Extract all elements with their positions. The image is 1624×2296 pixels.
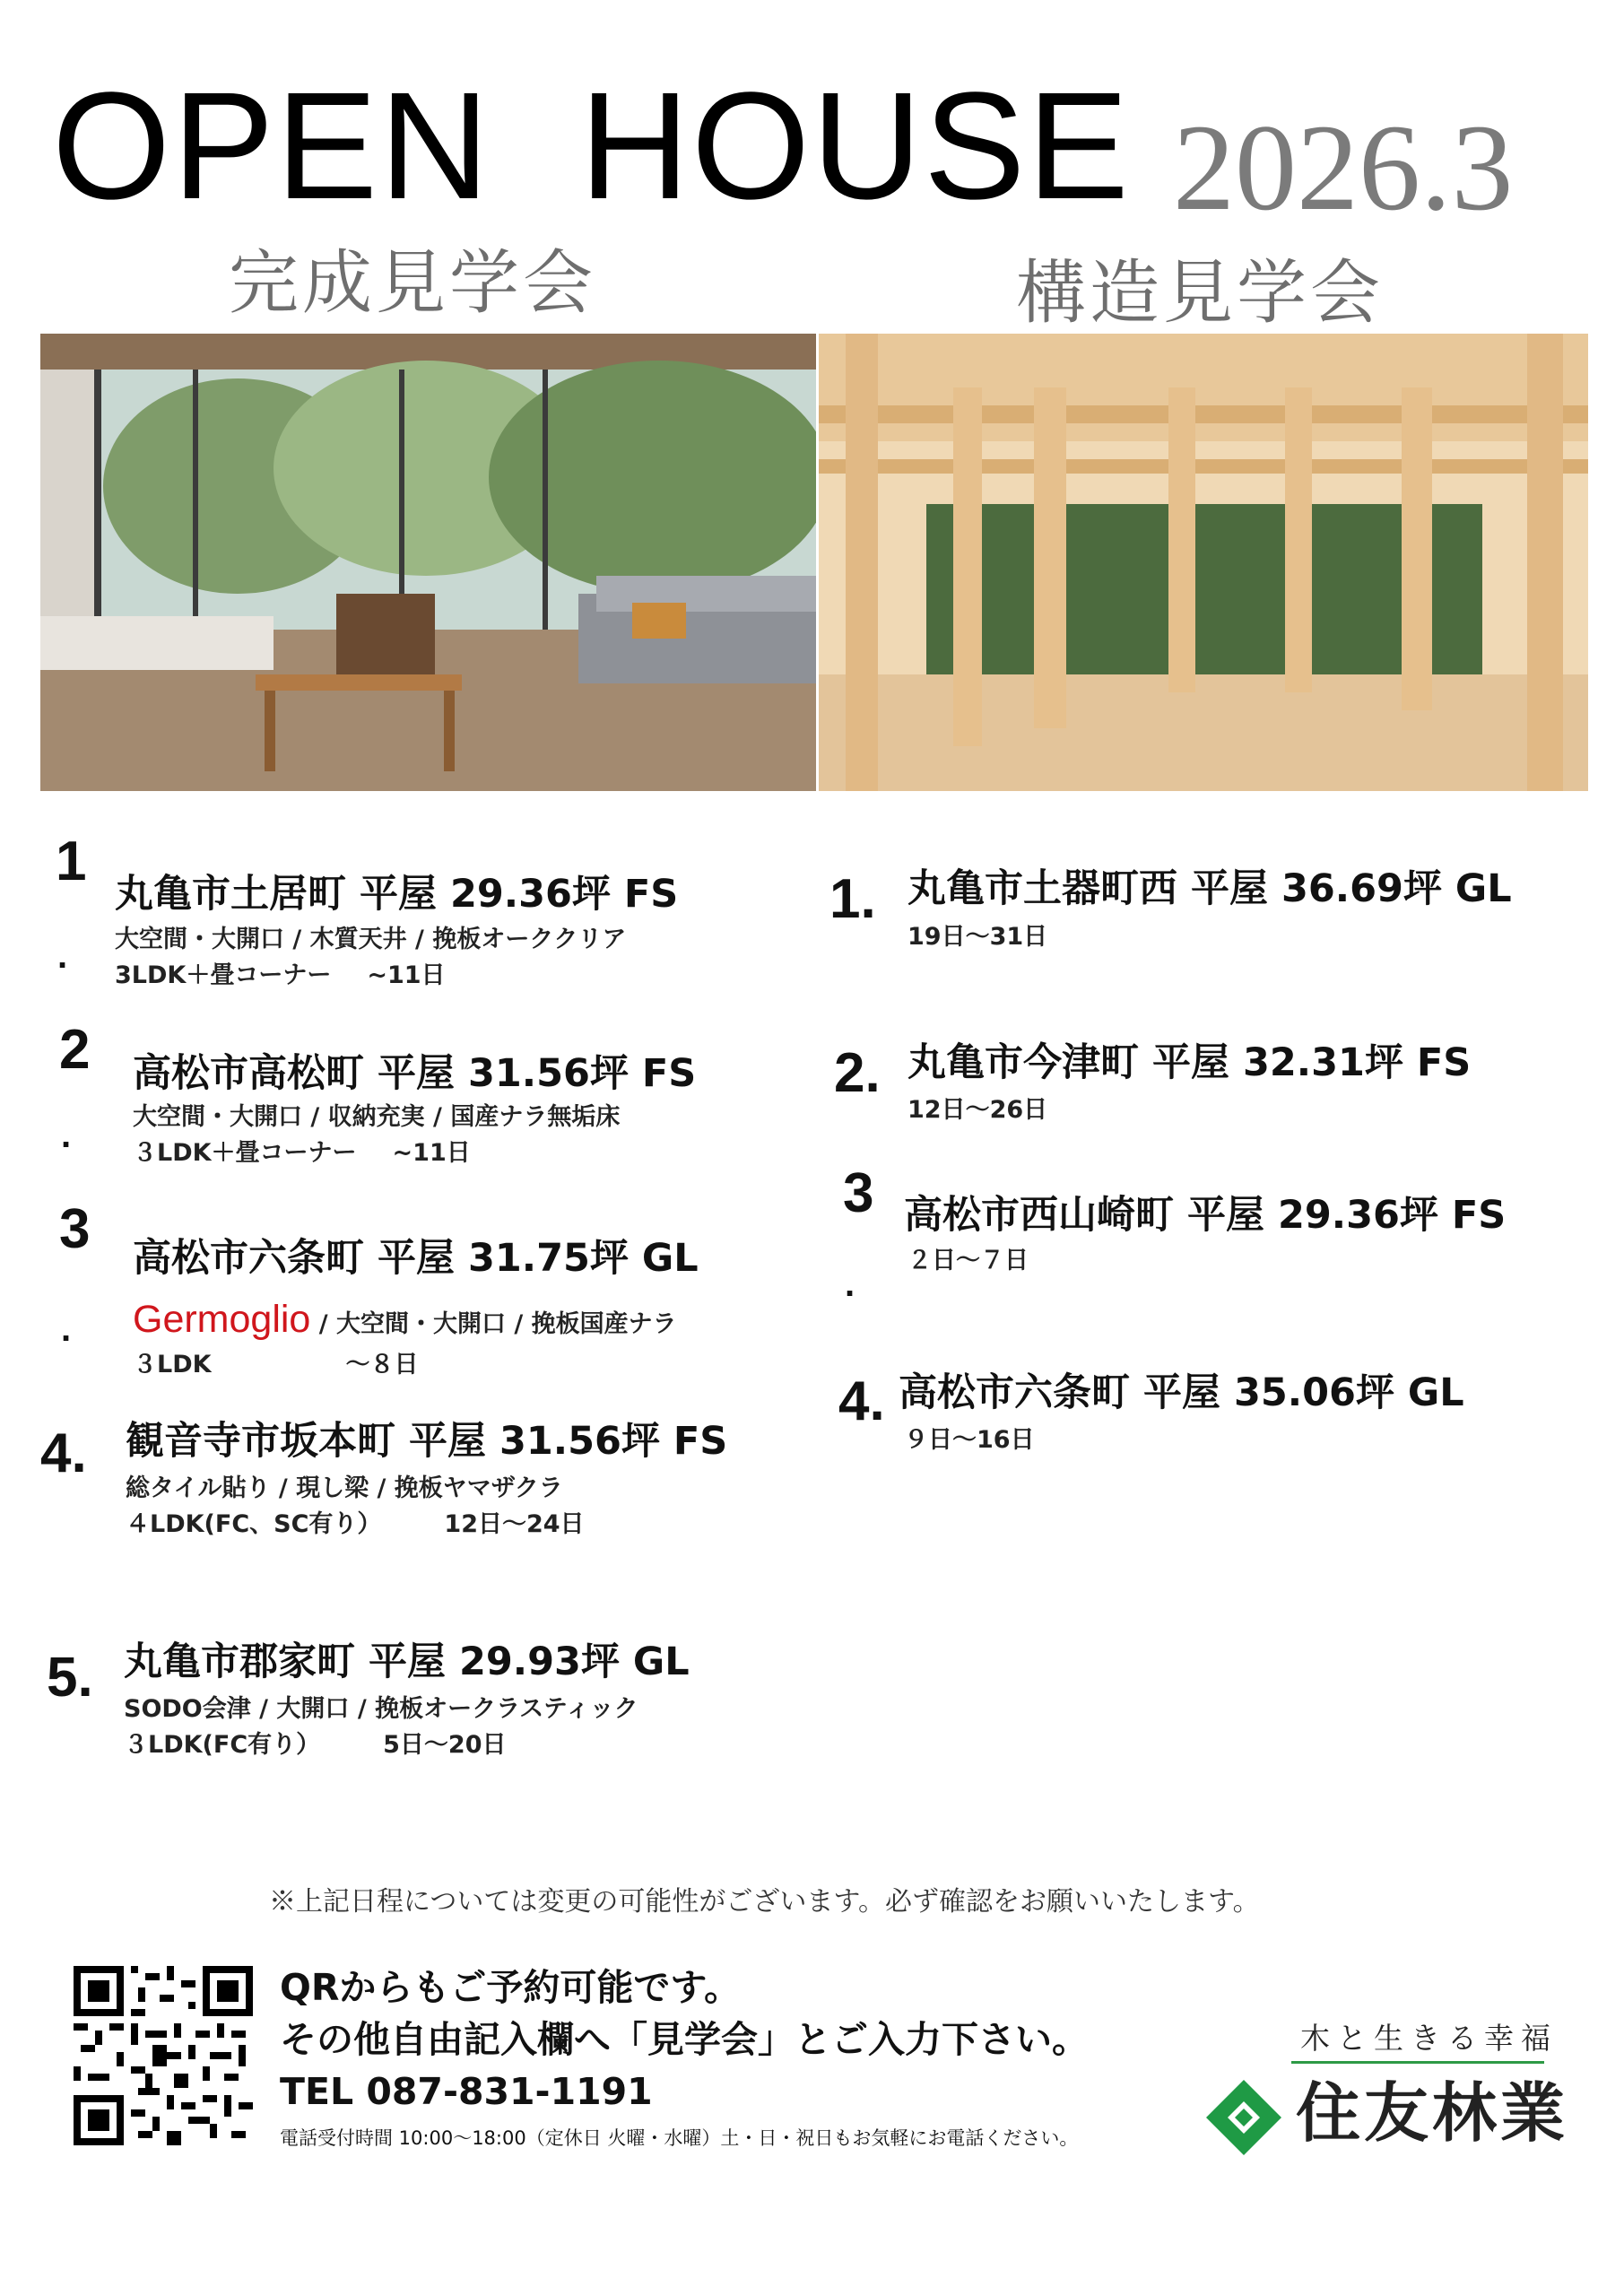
- listing-features: SODO会津 / 大開口 / 挽板オークラスティック: [124, 1695, 638, 1723]
- listing-features: 大空間・大開口 / 収納充実 / 国産ナラ無垢床: [133, 1103, 621, 1131]
- listing-headline: 丸亀市今津町 平屋 32.31坪 FS: [908, 1040, 1472, 1085]
- sumitomo-forestry-logo-icon: [1204, 2078, 1283, 2157]
- listing-number: 3: [843, 1162, 874, 1224]
- timber-frame-photo: [819, 334, 1588, 791]
- reservation-qr-code[interactable]: [74, 1966, 253, 2145]
- listing-number: 4.: [838, 1370, 885, 1432]
- listing-headline: 丸亀市郡家町 平屋 29.93坪 GL: [124, 1639, 690, 1684]
- phone-number[interactable]: TEL 087-831-1191: [280, 2070, 653, 2113]
- brand-name: 住友林業: [1296, 2075, 1569, 2151]
- free-entry-instruction: その他自由記入欄へ「見学会」とご入力下さい。: [280, 2018, 1089, 2061]
- listing-dates: 12日～26日: [908, 1096, 1048, 1124]
- listing-number: 1: [56, 831, 87, 892]
- page-title: OPEN HOUSE: [52, 61, 1131, 231]
- event-date: 2026.3: [1173, 99, 1514, 236]
- listing-number: 2.: [834, 1042, 881, 1104]
- listing-number: 1.: [829, 868, 876, 930]
- listing-headline: 高松市高松町 平屋 31.56坪 FS: [133, 1051, 697, 1096]
- tagline-underline: [1291, 2061, 1544, 2064]
- listing-headline: 観音寺市坂本町 平屋 31.56坪 FS: [126, 1419, 728, 1464]
- schedule-change-notice: ※上記日程については変更の可能性がございます。必ず確認をお願いいたします。: [269, 1886, 1260, 1918]
- listing-layout-dates: ３LDK＋畳コーナー ~11日: [133, 1139, 471, 1167]
- listing-headline: 高松市六条町 平屋 31.75坪 GL: [133, 1236, 699, 1281]
- listing-layout-dates: ４LDK(FC、SC有り） 12日～24日: [126, 1510, 585, 1538]
- listing-features: Germoglio / 大空間・大開口 / 挽板国産ナラ: [133, 1298, 677, 1341]
- listing-headline: 丸亀市土居町 平屋 29.36坪 FS: [115, 872, 679, 917]
- listing-dates: 19日～31日: [908, 923, 1048, 951]
- listing-dates: ９日～16日: [904, 1426, 1035, 1454]
- listing-number-dot: .: [57, 936, 68, 976]
- qr-reservation-text: QRからもご予約可能です。: [280, 1966, 742, 2009]
- listing-number-dot: .: [61, 1309, 72, 1349]
- listing-number: 4.: [40, 1422, 87, 1484]
- listing-number: 3: [59, 1198, 91, 1260]
- listing-layout-dates: 3LDK＋畳コーナー ~11日: [115, 961, 446, 989]
- listing-number-dot: .: [845, 1265, 855, 1304]
- listing-features: 総タイル貼り / 現し梁 / 挽板ヤマザクラ: [126, 1474, 563, 1502]
- completion-tour-heading: 完成見学会: [229, 243, 597, 324]
- phone-hours: 電話受付時間 10:00〜18:00（定休日 火曜・水曜）土・日・祝日もお気軽にお電話ください。: [280, 2127, 1079, 2149]
- listing-number-dot: .: [61, 1116, 72, 1155]
- structure-tour-heading: 構造見学会: [1016, 253, 1385, 334]
- listing-number: 5.: [47, 1647, 93, 1709]
- listing-dates: ２日～７日: [908, 1247, 1029, 1274]
- living-room-photo: [40, 334, 816, 791]
- listing-headline: 高松市西山崎町 平屋 29.36坪 FS: [904, 1193, 1507, 1238]
- listing-layout-dates: ３LDK(FC有り） 5日～20日: [124, 1731, 507, 1759]
- listing-number: 2: [59, 1019, 91, 1081]
- listing-headline: 丸亀市土器町西 平屋 36.69坪 GL: [908, 866, 1512, 911]
- listing-layout-dates: ３LDK ～８日: [133, 1351, 419, 1378]
- listing-headline: 高松市六条町 平屋 35.06坪 GL: [899, 1370, 1464, 1415]
- brand-tagline: 木と生きる幸福: [1300, 2021, 1558, 2056]
- listing-features: 大空間・大開口 / 木質天井 / 挽板オーククリア: [115, 926, 627, 953]
- germoglio-brand: Germoglio: [133, 1298, 311, 1341]
